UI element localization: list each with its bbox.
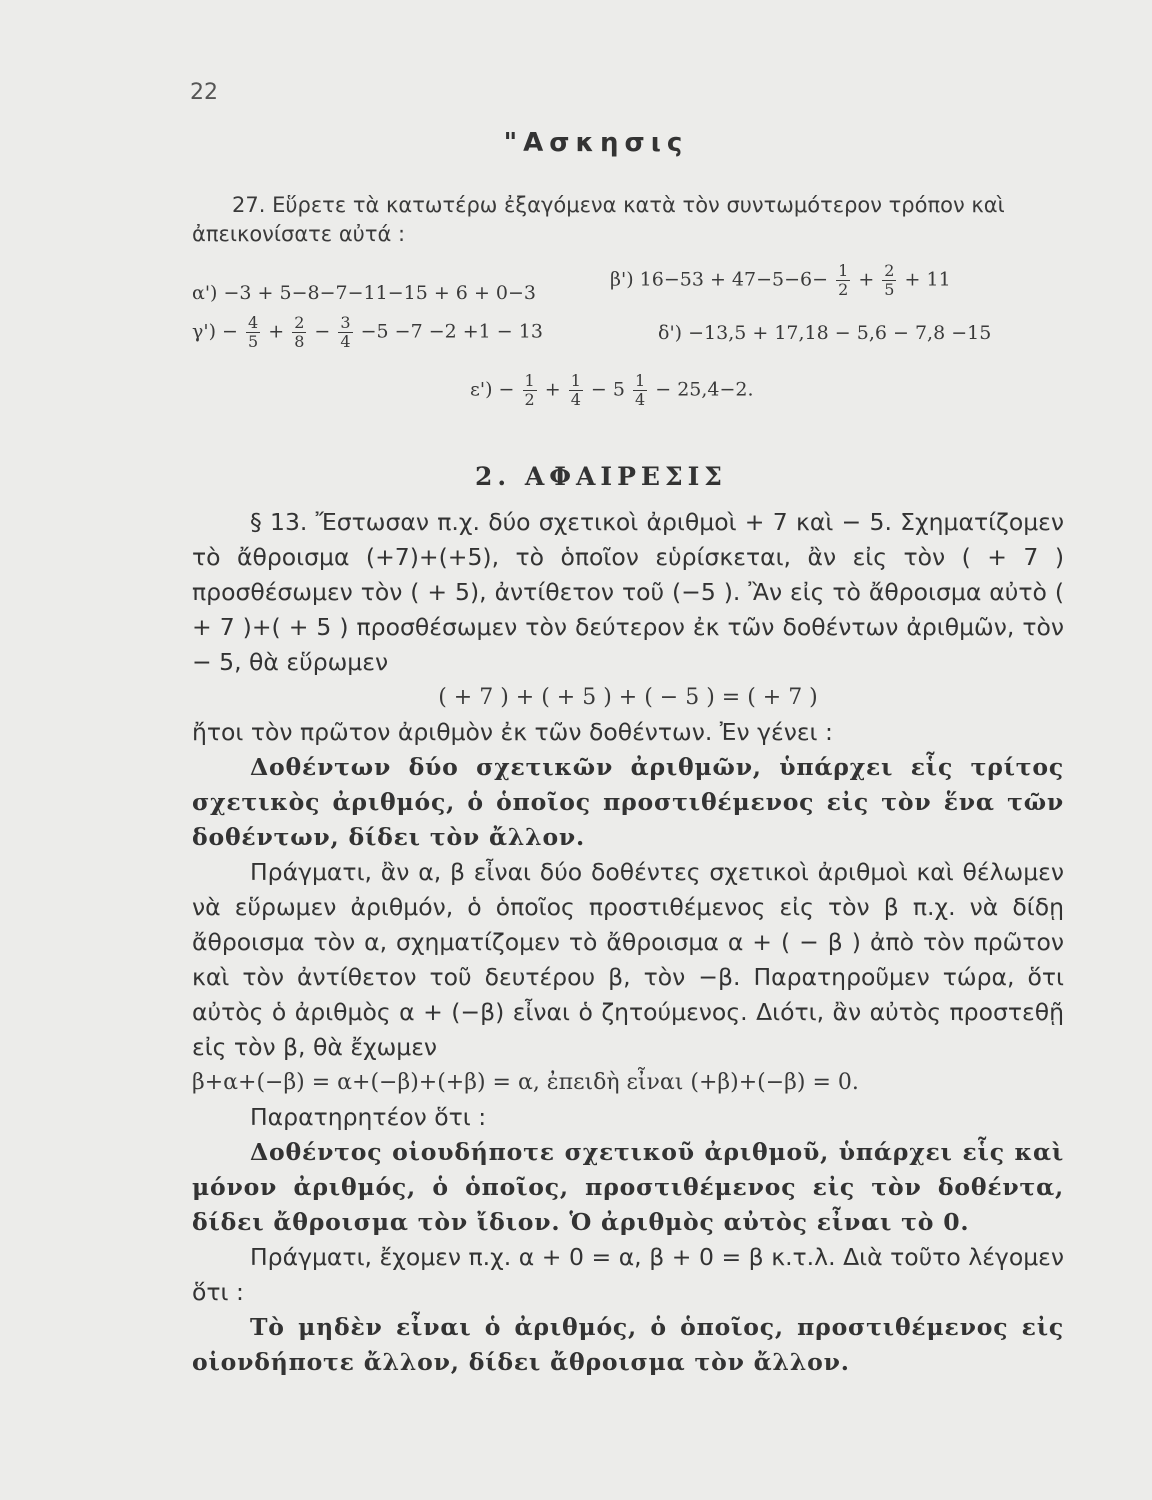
rule-3: Τὸ μηδὲν εἶναι ὁ ἀριθμός, ὁ ὁποῖος, προστιθέμενος εἰς οἱονδήποτε ἄλλον, δίδει ἄθροισμα τὸν ἄλλον.: [192, 1313, 1064, 1376]
fraction: $\frac{1}{4}$: [635, 371, 646, 409]
exercise-g: γ') − $\frac{4}{5}$ + $\frac{2}{8}$ − $\frac{3}{4}$ −5 −7 −2 +1 − 13: [192, 313, 543, 351]
exercise-b-label: β') 16−53 + 47−5−6−: [610, 268, 829, 291]
exercise-intro-line1: 27. Εὕρετε τὰ κατωτέρω ἐξαγόμενα κατὰ τὸν συντωμότερον τρόπον καὶ: [232, 193, 1005, 217]
rule-2: Δοθέντος οἱουδήποτε σχετικοῦ ἀριθμοῦ, ὑπάρχει εἷς καὶ μόνον ἀριθμός, ὁ ὁποῖος, προστιθέμενος εἰς τὸν δοθέντα, δίδει ἄθροισμα τὸν ἴδιον. Ὁ ἀριθμὸς αὐτὸς εἶναι τὸ 0.: [192, 1138, 1064, 1236]
body-text: [192, 505, 1064, 1380]
paragraph-3: Πράγματι, ἂν α, β εἶναι δύο δοθέντες σχετικοὶ ἀριθμοὶ καὶ θέλωμεν νὰ εὕρωμεν ἀριθμόν, ὁ ὁποῖος προστιθέμενος εἰς τὸν β π.χ. νὰ δίδῃ ἄθροισμα τὸν α, σχηματίζομεν τὸ ἄθροισμα α + ( − β ) ἀπὸ τὸν πρῶτον καὶ τὸν ἀντίθετον τοῦ δευτέρου β, τὸν −β. Παρατηροῦμεν τώρα, ὅτι αὐτὸς ὁ ἀριθμὸς α + (−β) εἶναι ὁ ζητούμενος. Διότι, ἂν αὐτὸς προστεθῇ εἰς τὸν β, θὰ ἔχωμεν: [192, 858, 1064, 1061]
exercise-a: α') −3 + 5−8−7−11−15 + 6 + 0−3: [192, 282, 536, 304]
exercise-e-label: ε') −: [470, 378, 515, 401]
paragraph-5: Πράγματι, ἔχομεν π.χ. α + 0 = α, β + 0 = β κ.τ.λ. Διὰ τοῦτο λέγομεν ὅτι :: [192, 1243, 1064, 1306]
exercise-title: "Ασκησις: [503, 128, 689, 158]
fraction: $\frac{1}{2}$: [838, 261, 849, 299]
fraction: $\frac{1}{4}$: [570, 371, 581, 409]
page-number: 22: [190, 80, 218, 105]
fraction: $\frac{4}{5}$: [248, 313, 259, 351]
rule-1: Δοθέντων δύο σχετικῶν ἀριθμῶν, ὑπάρχει εἷς τρίτος σχετικὸς ἀριθμός, ὁ ὁποῖος προστιθέμενος εἰς τὸν ἕνα τῶν δοθέντων, δίδει τὸν ἄλλον.: [192, 753, 1064, 851]
paragraph-2: ἤτοι τὸν πρῶτον ἀριθμὸν ἐκ τῶν δοθέντων. Ἐν γένει :: [192, 718, 833, 746]
exercise-b-tail: + 11: [904, 268, 951, 291]
equation-1: ( + 7 ) + ( + 5 ) + ( − 5 ) = ( + 7 ): [438, 685, 818, 710]
exercise-e: ε') − $\frac{1}{2}$ + $\frac{1}{4}$ − 5 $\frac{1}{4}$ − 25,4−2.: [470, 371, 754, 409]
exercise-b: β') 16−53 + 47−5−6− $\frac{1}{2}$ + $\frac{2}{5}$ + 11: [610, 261, 951, 299]
exercise-e-tail: − 25,4−2.: [655, 378, 754, 401]
paragraph-13: § 13. Ἔστωσαν π.χ. δύο σχετικοὶ ἀριθμοὶ + 7 καὶ − 5. Σχηματίζομεν τὸ ἄθροισμα (+7)+(+5), τὸ ὁποῖον εὑρίσκεται, ἂν εἰς τὸν ( + 7 ) προσθέσωμεν τὸν ( + 5), ἀντίθετον τοῦ (−5 ). Ἂν εἰς τὸ ἄθροισμα αὐτὸ ( + 7 )+( + 5 ) προσθέσωμεν τὸν δεύτερον ἐκ τῶν δοθέντων ἀριθμῶν, τὸν − 5, θὰ εὕρωμεν: [192, 508, 1064, 676]
exercise-g-tail: −5 −7 −2 +1 − 13: [360, 320, 543, 343]
fraction: $\frac{3}{4}$: [340, 313, 351, 351]
exercise-intro-line2: ἀπεικονίσατε αὐτά :: [192, 222, 406, 246]
section-title: 2. ΑΦΑΙΡΕΣΙΣ: [475, 462, 727, 491]
fraction: $\frac{2}{8}$: [294, 313, 305, 351]
exercise-g-label: γ') −: [192, 320, 238, 343]
fraction: $\frac{1}{2}$: [524, 371, 535, 409]
fraction: $\frac{2}{5}$: [884, 261, 895, 299]
exercise-d: δ') −13,5 + 17,18 − 5,6 − 7,8 −15: [658, 322, 992, 344]
equation-2: β+α+(−β) = α+(−β)+(+β) = α, ἐπειδὴ εἶναι (+β)+(−β) = 0.: [192, 1070, 859, 1095]
paragraph-4: Παρατηρητέον ὅτι :: [250, 1103, 487, 1131]
